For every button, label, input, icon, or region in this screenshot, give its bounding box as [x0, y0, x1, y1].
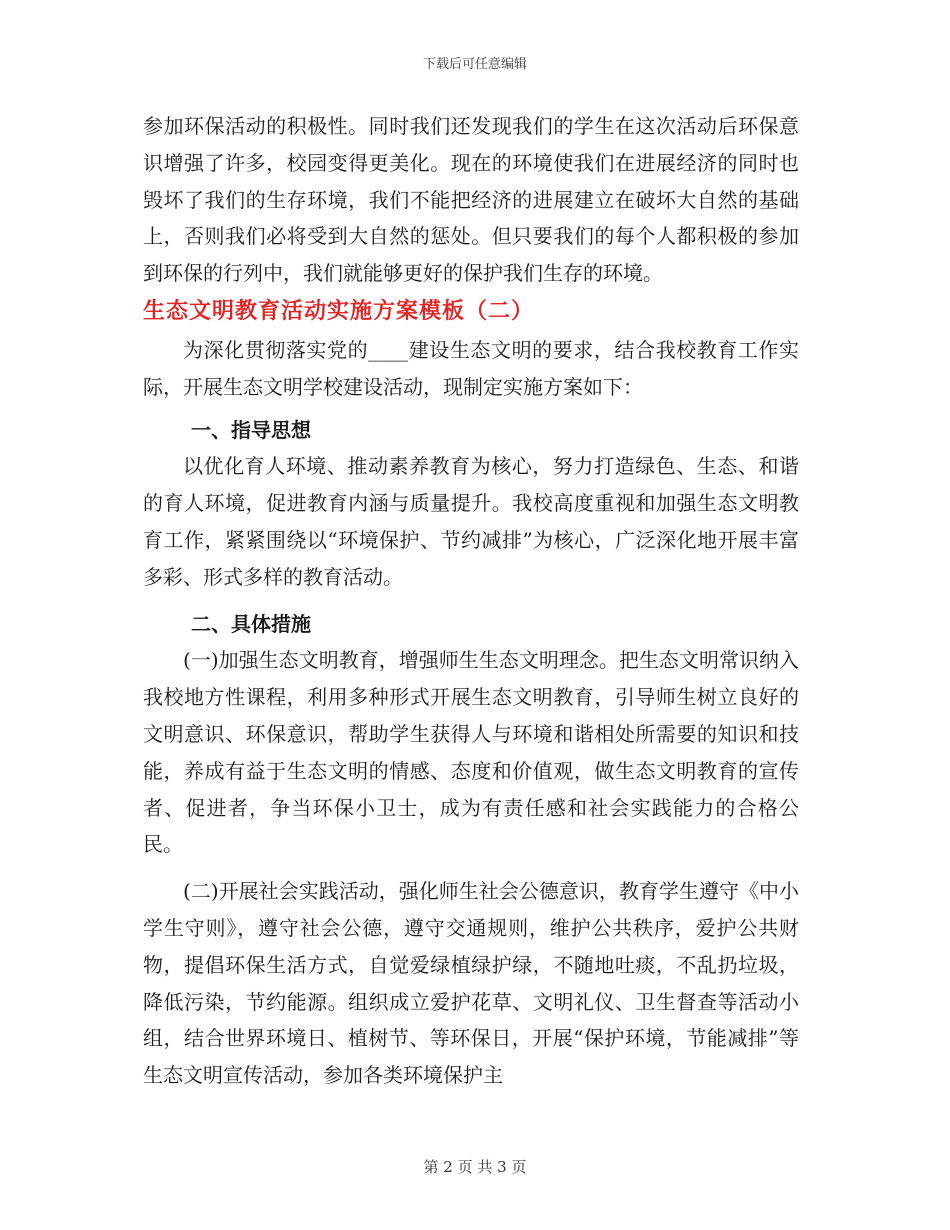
section-heading-measures: 二、具体措施: [191, 611, 311, 636]
paragraph-measure-1: (一)加强生态文明教育，增强师生生态文明理念。把生态文明常识纳入我校地方性课程，利用多种形式开展生态文明教育，引导师生树立良好的文明意识、环保意识，帮助学生获得人与环境和谐相处所需要的知识和技能，养成有益于生态文明的情感、态度和价值观，做生态文明教育的宣传者、促进者，争当环保小卫士，成为有责任感和社会实践能力的合格公民。: [143, 648, 799, 857]
paragraph-intro: 为深化贯彻落实党的____建设生态文明的要求，结合我校教育工作实际，开展生态文明学校建设活动，现制定实施方案如下：: [143, 337, 799, 399]
page-footer: 第 2 页 共 3 页: [423, 1158, 527, 1176]
paragraph-measure-2: (二)开展社会实践活动，强化师生社会公德意识，教育学生遵守《中小学生守则》，遵守社会公德，遵守交通规则，维护公共秩序，爱护公共财物，提倡环保生活方式，自觉爱绿植绿护绿，不随地吐痰，不乱扔垃圾，降低污染，节约能源。组织成立爱护花草、文明礼仪、卫生督查等活动小组，结合世界环境日、植树节、等环保日，开展“保护环境，节能减排”等生态文明宣传活动，参加各类环境保护主: [143, 879, 799, 1088]
page-header: 下载后可任意编辑: [422, 57, 527, 72]
paragraph-guiding-thought: 以优化育人环境、推动素养教育为核心，努力打造绿色、生态、和谐的育人环境，促进教育内涵与质量提升。我校高度重视和加强生态文明教育工作，紧紧围绕以“环境保护、节约减排”为核心，广泛深化地开展丰富多彩、形式多样的教育活动。: [143, 454, 799, 589]
document-body: [143, 108, 799, 1094]
document-title: 生态文明教育活动实施方案模板（二）: [143, 298, 535, 324]
paragraph-continuation: 参加环保活动的积极性。同时我们还发现我们的学生在这次活动后环保意识增强了许多，校园变得更美化。现在的环境使我们在进展经济的同时也毁坏了我们的生存环境，我们不能把经济的进展建立在破坏大自然的基础上，否则我们必将受到大自然的惩处。但只要我们的每个人都积极的参加到环保的行列中，我们就能够更好的保护我们生存的环境。: [143, 114, 799, 286]
section-heading-guiding-thought: 一、指导思想: [191, 417, 311, 442]
